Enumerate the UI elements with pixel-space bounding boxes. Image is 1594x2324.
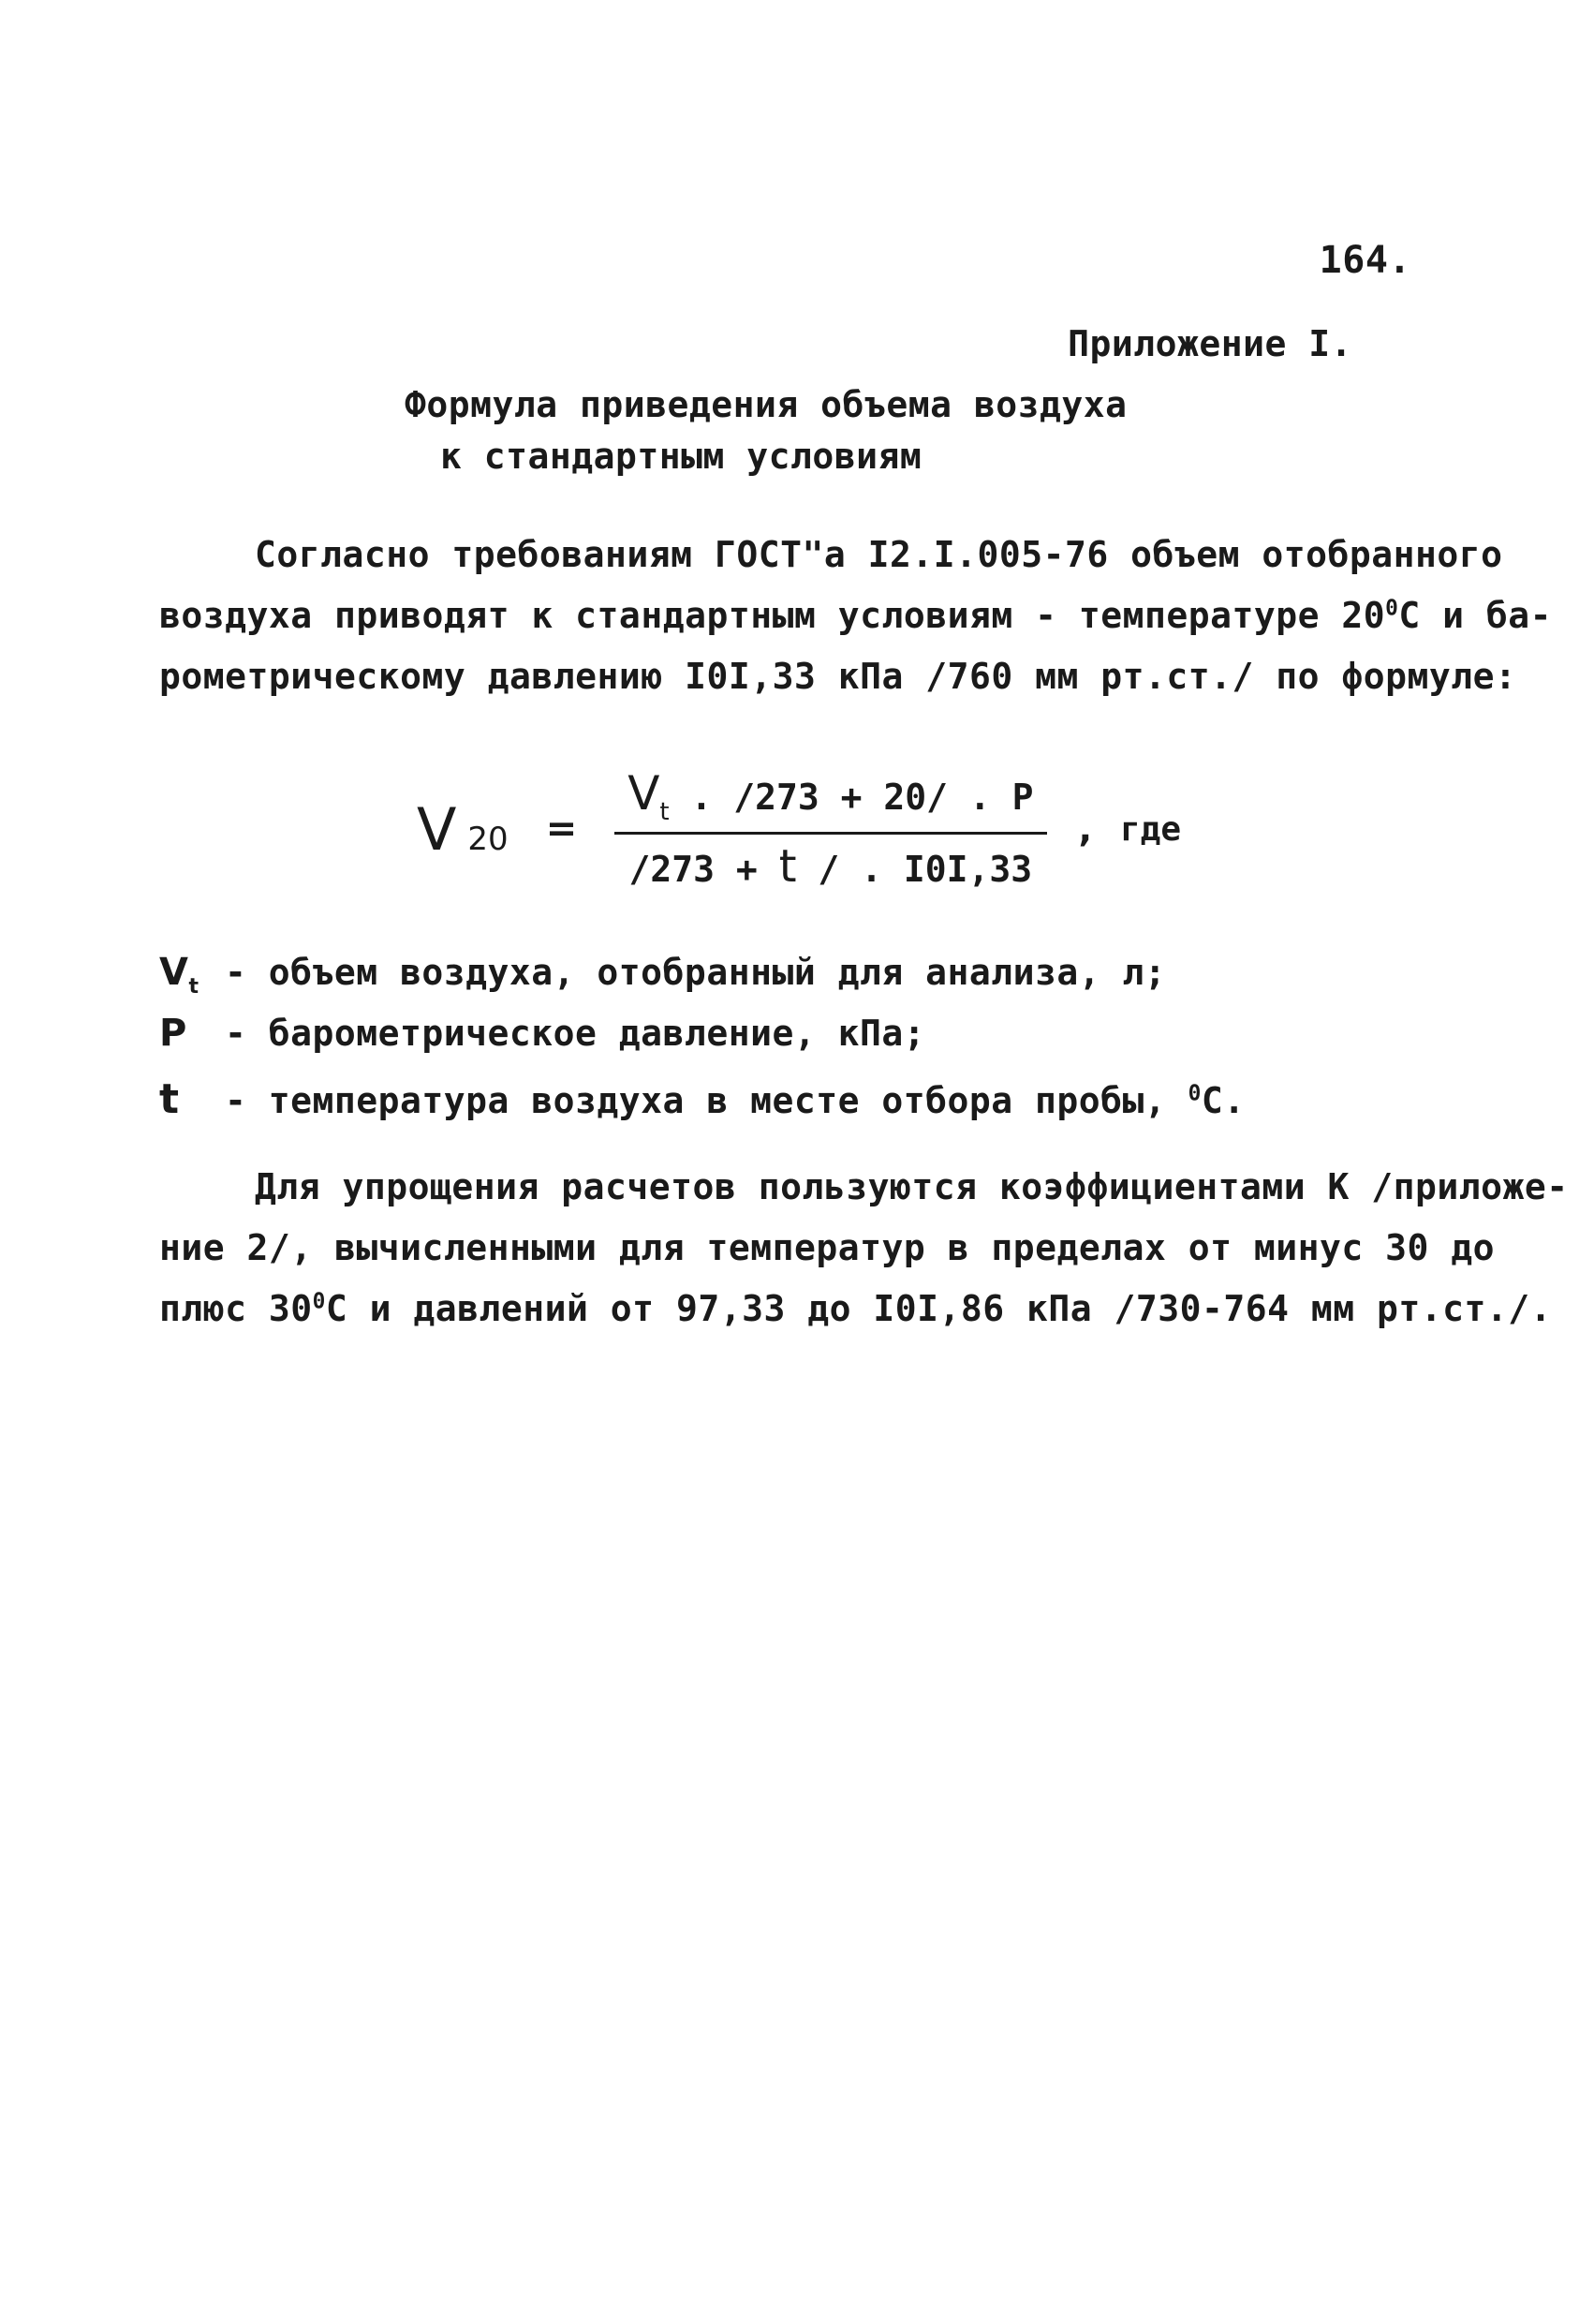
volume-formula xyxy=(417,765,1182,893)
paragraph1-line2: воздуха приводят к стандартным условиям - температуре $20^0С$ и ба- xyxy=(159,595,1553,636)
formula-numerator: $V_t$ . /273 + 20/ . P xyxy=(627,765,1034,826)
paragraph2-line3: плюс $30^0С$ и давлений от 97,33 до I0I,86 кПа /730-764 мм рт.ст./. xyxy=(159,1288,1553,1329)
page-number: 164. xyxy=(1319,239,1411,282)
title-line-1: Формула приведения объема воздуха xyxy=(405,384,1128,425)
formula-denominator: /273 + t / . I0I,33 xyxy=(628,839,1033,893)
paragraph1-line3: рометрическому давлению I0I,33 кПа /760 мм рт.ст./ по формуле: xyxy=(159,656,1517,697)
formula-comma: , xyxy=(1078,808,1092,850)
formula-equals: = xyxy=(545,807,578,851)
paragraph2-line2: ние 2/, вычисленными для температур в пределах от минус 30 до xyxy=(159,1227,1496,1268)
paragraph1-line1: Согласно требованиям ГОСТ"а I2.I.005-76 объем отобранного xyxy=(255,534,1503,575)
appendix-label: Приложение I. xyxy=(1068,323,1352,364)
definition-volume: $V_t$ - объем воздуха, отобранный для анализа, л; xyxy=(159,951,1167,999)
formula-lhs: V 20 xyxy=(417,794,509,864)
formula-fraction xyxy=(614,766,1046,893)
paragraph2-line1: Для упрощения расчетов пользуются коэффициентами К /приложе- xyxy=(255,1166,1569,1207)
title-line-2: к стандартным условиям xyxy=(440,436,922,477)
definition-temperature: t - температура воздуха в месте отбора пробы, $^0$С. xyxy=(159,1075,1246,1123)
formula-where: где xyxy=(1120,809,1182,849)
definition-pressure: P - барометрическое давление, кПа; xyxy=(159,1012,926,1055)
